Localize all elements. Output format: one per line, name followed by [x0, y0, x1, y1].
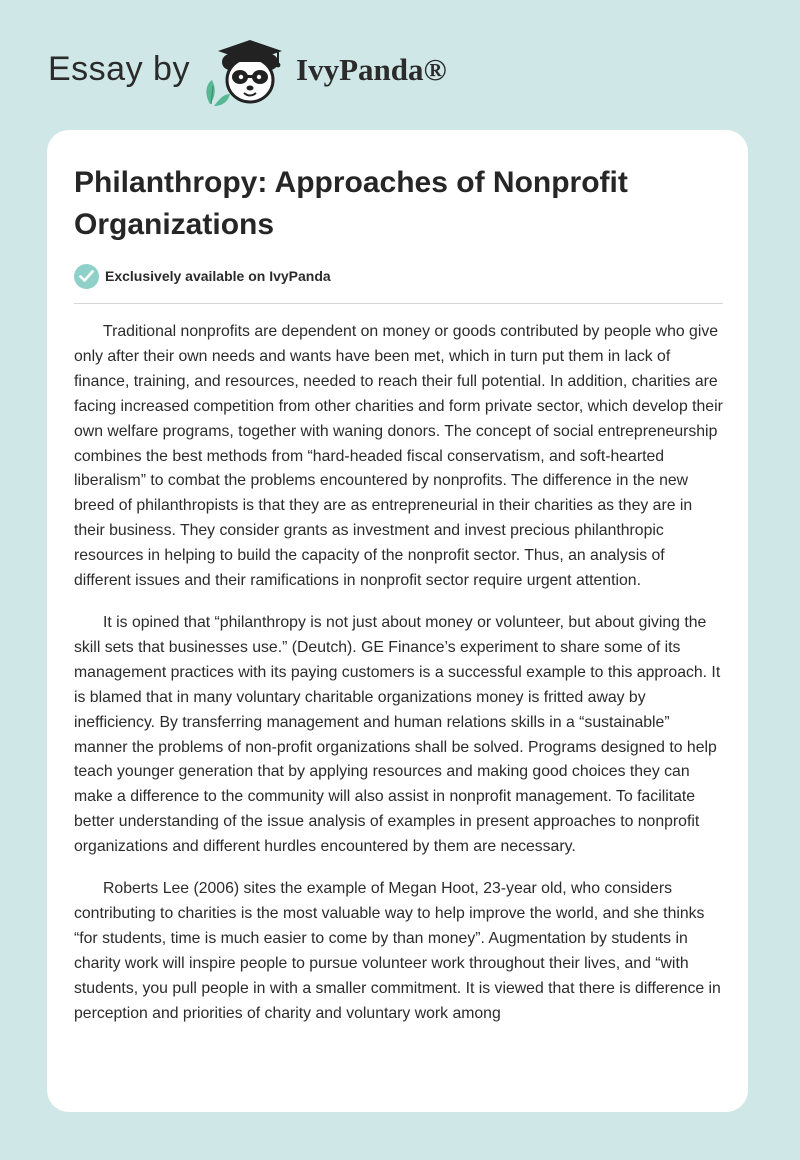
badge-text: Exclusively available on IvyPanda — [105, 268, 331, 284]
essay-card — [47, 130, 748, 1112]
paragraph: Roberts Lee (2006) sites the example of Megan Hoot, 23-year old, who considers contributing to charities is the most valuable way to help improve the world, and she thinks “for students, time is much easier to come by than money”. Augmentation by students in charity work will inspire people to pursue volunteer work throughout their lives, and “with students, you pull people in with a smaller commitment. It is viewed that there is difference in perception and priorities of charity and voluntary work among — [74, 880, 721, 1022]
panda-logo-icon[interactable] — [200, 34, 290, 110]
exclusive-badge — [74, 263, 331, 289]
brand-prefix: Essay by — [48, 50, 190, 88]
brand-name: IvyPanda® — [296, 52, 447, 87]
check-icon — [74, 264, 99, 289]
essay-body — [74, 320, 724, 1043]
paragraph: It is opined that “philanthropy is not just about money or volunteer, but about giving the skill sets that businesses use.” (Deutch). GE Finance’s experiment to share some of its management practices with its paying customers is a successful example to this approach. It is blamed that in many voluntary charitable organizations money is fritted away by inefficiency. By transferring management and human relations skills in a “sustainable” manner the problems of non-profit organizations shall be solved. Programs designed to help teach younger generation that by applying resources and making good choices they can make a difference to the community will also assist in nonprofit management. To facilitate better understanding of the issue analysis of examples in present approaches to nonprofit organizations and different hurdles encountered by them are necessary. — [74, 613, 721, 856]
paragraph: Traditional nonprofits are dependent on money or goods contributed by people who give only after their own needs and wants have been met, which in turn put them in lack of finance, training, and resources, needed to reach their full potential. In addition, charities are facing increased competition from other charities and form private sector, which develop their own welfare programs, together with waning donors. The concept of social entrepreneurship combines the best methods from “hard-headed fiscal conservatism, and soft-hearted liberalism” to combat the problems encountered by nonprofits. The difference in the new breed of philanthropists is that they are as entrepreneurial in their charities as they are in their business. They consider grants as investment and invest precious philanthropic resources in helping to build the capacity of the nonprofit sector. Thus, an analysis of different issues and their ramifications in nonprofit sector require urgent attention. — [74, 323, 723, 590]
divider — [74, 303, 723, 304]
page-title: Philanthropy: Approaches of Nonprofit Organizations — [74, 166, 628, 241]
brand-header — [48, 30, 508, 110]
